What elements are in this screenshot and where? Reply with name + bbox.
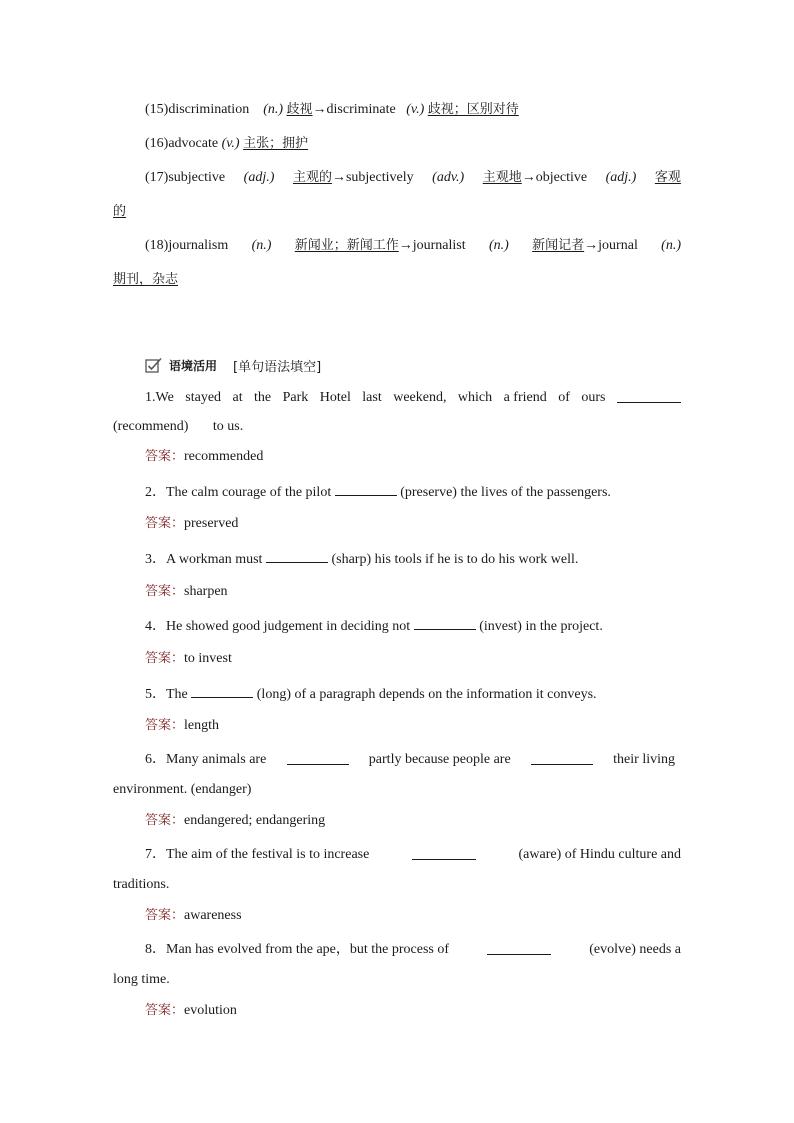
question-word: ours bbox=[581, 390, 606, 405]
vocab-line-16 bbox=[145, 135, 308, 153]
vocab-line-17-cont bbox=[113, 203, 126, 221]
question-text: partly because people are bbox=[368, 752, 511, 767]
question-text: environment. (endanger) bbox=[113, 782, 252, 797]
section-header bbox=[145, 355, 321, 375]
question-text: 6．Many animals are bbox=[145, 752, 267, 767]
question-word: Park bbox=[282, 390, 309, 405]
answer-text: length bbox=[184, 718, 220, 733]
question-8 bbox=[145, 941, 681, 959]
answer-label: 答案： bbox=[145, 584, 185, 599]
answer-label: 答案： bbox=[145, 449, 185, 464]
vocab-word: (17)subjective bbox=[145, 170, 226, 185]
answer-text: evolution bbox=[184, 1003, 237, 1018]
answer-text: endangered; endangering bbox=[184, 813, 326, 828]
question-6 bbox=[145, 751, 675, 769]
part-of-speech: (v.) bbox=[221, 136, 240, 151]
answer-text: sharpen bbox=[184, 584, 228, 599]
answer-label: 答案： bbox=[145, 813, 185, 828]
question-word: stayed bbox=[185, 390, 222, 405]
answer-blank[interactable] bbox=[412, 846, 476, 860]
question-text: to us. bbox=[212, 419, 244, 434]
vocab-meaning: 主观地 bbox=[482, 170, 522, 185]
vocab-meaning: 歧视 bbox=[286, 102, 313, 117]
vocab-line-18 bbox=[145, 237, 681, 255]
question-text: 5．The bbox=[145, 687, 188, 702]
question-1 bbox=[145, 389, 681, 407]
question-2 bbox=[145, 482, 611, 502]
vocab-word: (16)advocate bbox=[145, 136, 219, 151]
vocab-meaning: 歧视；区别对待 bbox=[427, 102, 519, 117]
question-word: weekend, bbox=[393, 390, 447, 405]
question-text: traditions. bbox=[113, 877, 170, 892]
question-hint: (recommend) bbox=[113, 419, 189, 434]
question-word: Hotel bbox=[319, 390, 351, 405]
answer-blank[interactable] bbox=[266, 549, 328, 563]
question-text: (long) of a paragraph depends on the information it conveys. bbox=[256, 687, 597, 702]
question-4 bbox=[145, 616, 603, 636]
answer-blank[interactable] bbox=[335, 482, 397, 496]
answer-7 bbox=[145, 907, 242, 925]
part-of-speech: (v.) bbox=[406, 102, 425, 117]
question-text: 7．The aim of the festival is to increase bbox=[145, 847, 370, 862]
arrow-icon: → bbox=[398, 238, 413, 253]
answer-blank[interactable] bbox=[531, 751, 593, 765]
answer-text: recommended bbox=[184, 449, 264, 464]
question-text: 2．The calm courage of the pilot bbox=[145, 485, 332, 500]
part-of-speech: (n.) bbox=[263, 102, 284, 117]
arrow-icon: → bbox=[521, 170, 536, 185]
answer-label: 答案： bbox=[145, 516, 185, 531]
answer-blank[interactable] bbox=[487, 941, 551, 955]
answer-2 bbox=[145, 515, 238, 533]
question-7-cont bbox=[113, 876, 169, 894]
question-5 bbox=[145, 684, 597, 704]
answer-label: 答案： bbox=[145, 908, 185, 923]
vocab-meaning: 主张；拥护 bbox=[243, 136, 309, 151]
question-text: 4．He showed good judgement in deciding not bbox=[145, 619, 411, 634]
answer-label: 答案： bbox=[145, 718, 185, 733]
answer-blank[interactable] bbox=[287, 751, 349, 765]
vocab-word: (15)discrimination bbox=[145, 102, 250, 117]
vocab-line-15 bbox=[145, 101, 519, 119]
vocab-meaning: 主观的 bbox=[292, 170, 332, 185]
question-word: which bbox=[457, 390, 493, 405]
vocab-meaning: 新闻业；新闻工作 bbox=[294, 238, 399, 253]
question-text: (preserve) the lives of the passengers. bbox=[400, 485, 611, 500]
part-of-speech: (adj.) bbox=[605, 170, 637, 185]
vocab-line-18-cont bbox=[113, 271, 178, 289]
answer-5 bbox=[145, 717, 219, 735]
vocab-meaning: 的 bbox=[113, 204, 127, 219]
answer-text: awareness bbox=[184, 908, 242, 923]
question-1-cont bbox=[113, 418, 243, 436]
question-word: the bbox=[254, 390, 272, 405]
vocab-meaning: 期刊，杂志 bbox=[113, 272, 179, 287]
question-text: long time. bbox=[113, 972, 170, 987]
part-of-speech: (adv.) bbox=[432, 170, 465, 185]
arrow-icon: → bbox=[584, 238, 599, 253]
question-word: last bbox=[362, 390, 382, 405]
arrow-icon: → bbox=[312, 102, 327, 117]
part-of-speech: (adj.) bbox=[243, 170, 275, 185]
question-word: a friend bbox=[503, 390, 547, 405]
vocab-word: discriminate bbox=[326, 102, 396, 117]
question-word: of bbox=[558, 390, 570, 405]
question-6-cont bbox=[113, 781, 251, 799]
vocab-word: (18)journalism bbox=[145, 238, 229, 253]
answer-3 bbox=[145, 583, 228, 601]
section-subtitle: [单句语法填空] bbox=[233, 359, 322, 375]
question-text: (invest) in the project. bbox=[479, 619, 603, 634]
question-text: (evolve) needs a bbox=[589, 942, 681, 957]
vocab-word: subjectively bbox=[345, 170, 414, 185]
answer-blank[interactable] bbox=[191, 684, 253, 698]
question-3 bbox=[145, 549, 578, 569]
vocab-word: objective bbox=[535, 170, 588, 185]
vocab-line-17 bbox=[145, 169, 681, 187]
arrow-icon: → bbox=[331, 170, 346, 185]
answer-blank[interactable] bbox=[414, 616, 476, 630]
question-text: 8．Man has evolved from the ape，but the process of bbox=[145, 942, 450, 957]
vocab-meaning: 新闻记者 bbox=[532, 238, 585, 253]
vocab-word: journalist bbox=[412, 238, 466, 253]
answer-6 bbox=[145, 812, 325, 830]
part-of-speech: (n.) bbox=[251, 238, 272, 253]
answer-blank[interactable] bbox=[617, 389, 681, 403]
question-8-cont bbox=[113, 971, 170, 989]
answer-text: preserved bbox=[184, 516, 239, 531]
question-word: at bbox=[232, 390, 243, 405]
question-text: (sharp) his tools if he is to do his work well. bbox=[331, 552, 579, 567]
answer-text: to invest bbox=[184, 651, 232, 666]
question-text: (aware) of Hindu culture and bbox=[518, 847, 681, 862]
vocab-word: journal bbox=[598, 238, 638, 253]
question-text: their living bbox=[613, 752, 675, 767]
question-text: 3．A workman must bbox=[145, 552, 263, 567]
part-of-speech: (n.) bbox=[661, 238, 681, 253]
answer-label: 答案： bbox=[145, 651, 185, 666]
vocab-meaning: 客观 bbox=[654, 170, 681, 185]
part-of-speech: (n.) bbox=[488, 238, 509, 253]
answer-8 bbox=[145, 1002, 237, 1020]
section-title: 语境活用 bbox=[169, 358, 218, 373]
checkbox-pencil-icon bbox=[145, 357, 163, 373]
answer-4 bbox=[145, 650, 232, 668]
answer-label: 答案： bbox=[145, 1003, 185, 1018]
question-word: 1.We bbox=[145, 390, 174, 405]
answer-1 bbox=[145, 448, 263, 466]
question-7 bbox=[145, 846, 681, 864]
